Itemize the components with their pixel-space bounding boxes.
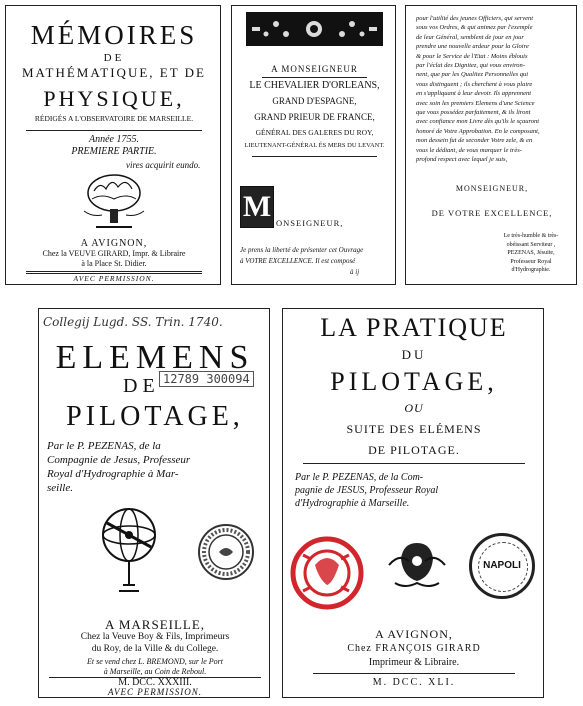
author-line: Par le P. PEZENAS, de la bbox=[47, 440, 161, 452]
divider bbox=[262, 77, 367, 78]
text-line: & pour le Service de l'Etat : Moins éblouis bbox=[416, 52, 528, 60]
memoires-permission: AVEC PERMISSION. bbox=[73, 274, 155, 283]
dedication-line5: LIEUTENANT-GÉNÉRAL ÉS MERS DU LEVANT. bbox=[244, 142, 385, 149]
pratique-depilotage: DE PILOTAGE. bbox=[368, 443, 460, 457]
red-library-stamp-icon bbox=[289, 535, 365, 611]
signature-line: Professeur Royal bbox=[510, 258, 552, 265]
text-line: nent, que par les Qualitez Personnelles qui bbox=[416, 71, 529, 79]
pratique-suite: SUITE DES ELÉMENS bbox=[346, 422, 482, 436]
initial-letter: M bbox=[242, 190, 272, 223]
elemens-printer1: Chez la Veuve Boy & Fils, Imprimeurs bbox=[80, 632, 230, 642]
elemens-sold1: Et se vend chez L. BREMOND, sur le Port bbox=[87, 657, 223, 666]
pratique-city: A AVIGNON, bbox=[375, 627, 453, 641]
divider bbox=[303, 463, 525, 464]
divider bbox=[313, 673, 515, 674]
text-line: profond respect avec lequel je suis, bbox=[416, 156, 508, 164]
tree-vignette-icon bbox=[76, 171, 152, 231]
napoli-library-stamp bbox=[469, 533, 535, 599]
page-dedication bbox=[231, 5, 396, 285]
armillary-sphere-icon bbox=[99, 505, 159, 601]
divider bbox=[26, 130, 202, 131]
elemens-city: A MARSEILLE, bbox=[104, 617, 206, 632]
elemens-pilotage: PILOTAGE, bbox=[66, 401, 244, 432]
memoires-annee: Année 1755. bbox=[89, 134, 139, 145]
page-elemens bbox=[38, 308, 270, 698]
memoires-partie: PREMIERE PARTIE. bbox=[71, 146, 157, 157]
pratique-printer1: Chez FRANÇOIS GIRARD bbox=[347, 643, 481, 654]
dedication-to: A MONSEIGNEUR bbox=[271, 64, 358, 74]
signature-line: Le très-humble & très- bbox=[503, 233, 559, 239]
decorated-initial bbox=[240, 186, 274, 228]
dedication-body1: Je prens la liberté de présenter cet Ouvrage bbox=[240, 246, 364, 254]
text-line: sous vos Ordres, & qui animez par l'exemple bbox=[416, 24, 533, 32]
signature-block bbox=[488, 232, 574, 275]
dedication-line3: GRAND PRIEUR DE FRANCE, bbox=[254, 112, 375, 122]
elemens-author bbox=[47, 439, 267, 495]
dedication-line2: GRAND D'ESPAGNE, bbox=[272, 96, 357, 106]
text-line: vous distinguent ; ils cherchent à vous plaire bbox=[416, 80, 533, 88]
library-stamp-icon bbox=[197, 523, 255, 581]
page-memoires bbox=[5, 5, 221, 285]
memoires-subtitle: MATHÉMATIQUE, ET DE bbox=[22, 65, 206, 80]
text-line: prendre une nouvelle ardeur pour la Gloire bbox=[416, 43, 529, 51]
text-line: en s'appliquant à leur devoir. Ils apprennent bbox=[416, 90, 532, 98]
text-line: mon dessein fut de seconder Votre zele, & en bbox=[416, 137, 533, 145]
text-line: de leur Général, semblent de jour en jour bbox=[416, 33, 524, 41]
ownership-inscription: Collegij Lugd. SS. Trin. 1740. bbox=[43, 315, 223, 329]
author-line: d'Hydrographie à Marseille. bbox=[295, 498, 410, 509]
page-dedication-continued bbox=[405, 5, 577, 285]
pratique-ou: OU bbox=[404, 401, 424, 415]
pratique-date: M. DCC. XLI. bbox=[372, 677, 456, 688]
elemens-date: M. DCC. XXXIII. bbox=[118, 677, 192, 688]
library-stamp-number: 12789 300094 bbox=[159, 371, 254, 387]
page-pratique bbox=[282, 308, 544, 698]
elemens-printer2: du Roy, de la Ville & du College. bbox=[91, 644, 219, 654]
dedication-body3: à ij bbox=[350, 268, 360, 276]
memoires-city: A AVIGNON, bbox=[80, 238, 148, 249]
elemens-permission: AVEC PERMISSION. bbox=[107, 687, 203, 697]
memoires-physique: PHYSIQUE, bbox=[43, 86, 185, 111]
memoires-title: MÉMOIRES bbox=[30, 20, 198, 50]
dedication-excellence: DE VOTRE EXCELLENCE, bbox=[431, 208, 553, 218]
memoires-redige: RÉDIGÉS A L'OBSERVATOIRE DE MARSEILLE. bbox=[34, 114, 194, 123]
text-line: avec confiance mon Livre dès qu'ils le sçauront bbox=[416, 118, 540, 126]
signature-line: d'Hydrographie. bbox=[511, 267, 551, 273]
text-line: que vous possédez parfaitement, & ils liront bbox=[416, 109, 531, 117]
pratique-title: LA PRATIQUE bbox=[320, 313, 508, 342]
elemens-title: ELEMENS bbox=[55, 339, 255, 376]
signature-line: obéissant Serviteur , bbox=[506, 241, 556, 248]
signature-line: PEZENAS, Jésuite, bbox=[507, 250, 555, 256]
pratique-pilotage: PILOTAGE, bbox=[330, 367, 498, 396]
pratique-du: DU bbox=[401, 347, 427, 362]
memoires-printer: Chez la VEUVE GIRARD, Impr. & Libraire bbox=[42, 249, 186, 258]
pratique-printer2: Imprimeur & Libraire. bbox=[368, 657, 460, 668]
dedication-text bbox=[416, 14, 574, 165]
dedication-line1: LE CHEVALIER D'ORLEANS, bbox=[249, 80, 380, 91]
text-line: par l'éclat des Dignitez, qui vous environ- bbox=[416, 62, 525, 70]
author-line: seille. bbox=[47, 482, 73, 494]
elemens-sold2: à Marseille, au Coin de Reboul. bbox=[103, 667, 207, 676]
text-line: honoré de Votre Approbation. En le composant, bbox=[416, 127, 540, 135]
text-line: avec soin les premiers Elemens d'une Science bbox=[416, 99, 535, 107]
stamp-napoli-text: NAPOLI bbox=[483, 560, 521, 571]
author-line: Compagnie de Jesus, Professeur bbox=[47, 454, 191, 466]
author-line: pagnie de JESUS, Professeur Royal bbox=[295, 485, 439, 496]
elemens-de: DE bbox=[123, 375, 160, 397]
headpiece-ornament-icon bbox=[246, 12, 383, 46]
text-line: pour l'utilité des jeunes Officiers, qui servent bbox=[416, 15, 534, 22]
memoires-address: à la Place St. Didier. bbox=[81, 259, 147, 268]
dedication-salutation: ONSEIGNEUR, bbox=[276, 218, 344, 228]
divider bbox=[252, 156, 377, 157]
dedication-body2: à VOTRE EXCELLENCE. Il est composé bbox=[240, 257, 356, 265]
text-line: vous le dédiant, de vous marquer le très- bbox=[416, 146, 522, 154]
dedication-salutation-closing: MONSEIGNEUR, bbox=[455, 184, 529, 193]
pratique-author bbox=[295, 471, 541, 510]
dedication-line4: GÉNÉRAL DES GALERES DU ROY, bbox=[255, 128, 374, 137]
memoires-de: DE bbox=[103, 52, 125, 64]
author-line: Royal d'Hydrographie à Mar- bbox=[47, 468, 179, 480]
memoires-motto: vires acquirit eundo. bbox=[126, 160, 201, 170]
author-line: Par le P. PEZENAS, de la Com- bbox=[295, 472, 424, 483]
floral-vignette-icon bbox=[385, 535, 449, 595]
